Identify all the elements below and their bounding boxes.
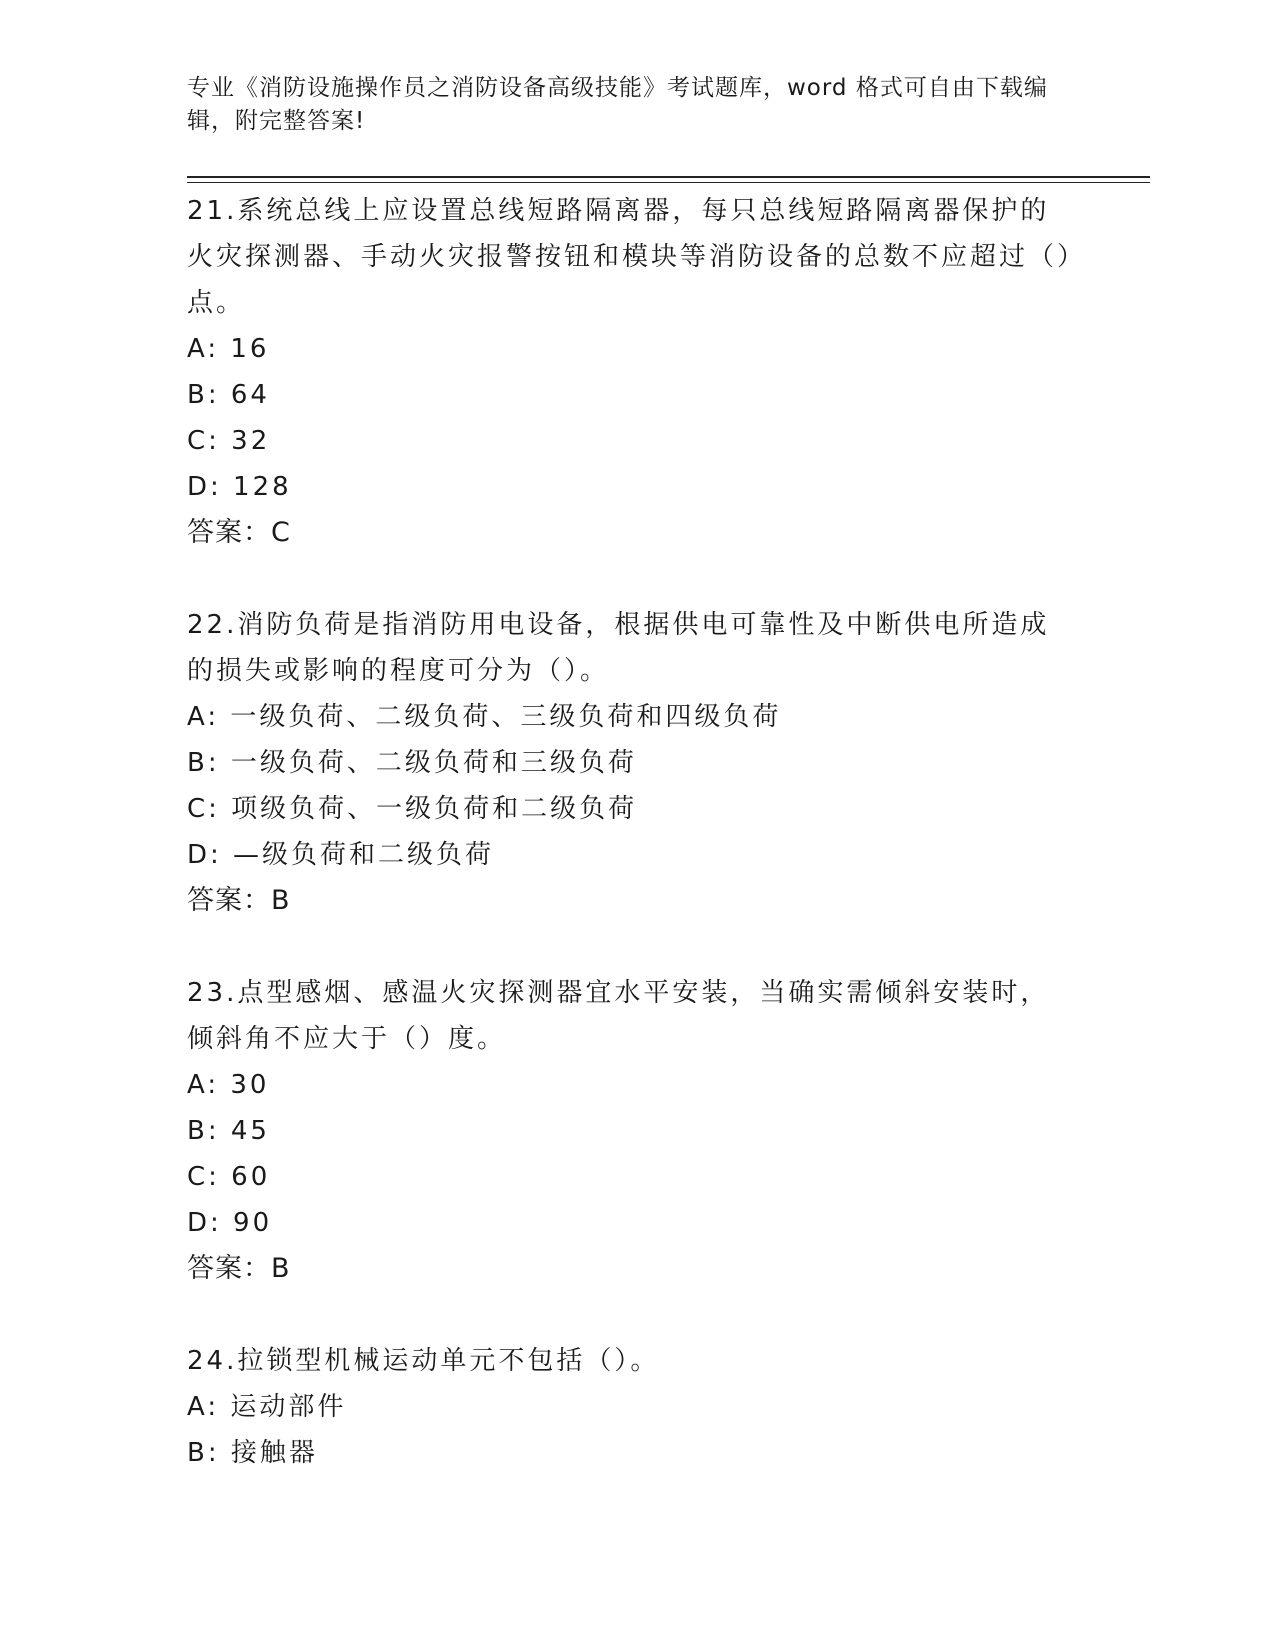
- option-b: B: 45: [187, 1116, 270, 1146]
- option-b: B: 接触器: [187, 1438, 318, 1468]
- header-rule-thick: [187, 176, 1150, 178]
- option-c: C: 32: [187, 426, 271, 456]
- answer: 答案：B: [187, 1253, 291, 1284]
- option-d: D: —级负荷和二级负荷: [187, 840, 495, 870]
- option-c: C: 项级负荷、一级负荷和二级负荷: [187, 794, 638, 824]
- header-rule-thin: [187, 182, 1150, 183]
- question-text: 21.系统总线上应设置总线短路隔离器，每只总线短路隔离器保护的火灾探测器、手动火灾报警按钮和模块等消防设备的总数不应超过（）点。: [187, 196, 1074, 318]
- option-d: D: 90: [187, 1208, 273, 1238]
- answer: 答案：C: [187, 517, 291, 548]
- question-text: 23.点型感烟、感温火灾探测器宜水平安装，当确实需倾斜安装时，倾斜角不应大于（）度。: [187, 978, 1050, 1054]
- option-a: A: 30: [187, 1070, 270, 1100]
- option-b: B: 64: [187, 380, 270, 410]
- question-list: [187, 188, 1077, 1476]
- option-b: B: 一级负荷、二级负荷和三级负荷: [187, 748, 637, 778]
- option-d: D: 128: [187, 472, 292, 502]
- option-c: C: 60: [187, 1162, 271, 1192]
- question-spacer: [187, 556, 1077, 602]
- question-spacer: [187, 1292, 1077, 1338]
- question-text: 22.消防负荷是指消防用电设备，根据供电可靠性及中断供电所造成的损失或影响的程度可分为（）。: [187, 610, 1050, 686]
- question-22: [187, 602, 1077, 924]
- question-text: 24.拉锁型机械运动单元不包括（）。: [187, 1346, 660, 1376]
- question-spacer: [187, 924, 1077, 970]
- question-24: [187, 1338, 1077, 1476]
- answer: 答案：B: [187, 885, 291, 916]
- option-a: A: 运动部件: [187, 1392, 347, 1422]
- question-21: [187, 188, 1077, 556]
- option-a: A: 16: [187, 334, 270, 364]
- option-a: A: 一级负荷、二级负荷、三级负荷和四级负荷: [187, 702, 782, 732]
- page-header: 专业《消防设施操作员之消防设备高级技能》考试题库，word 格式可自由下载编辑，附完整答案!: [187, 75, 1048, 134]
- question-23: [187, 970, 1077, 1292]
